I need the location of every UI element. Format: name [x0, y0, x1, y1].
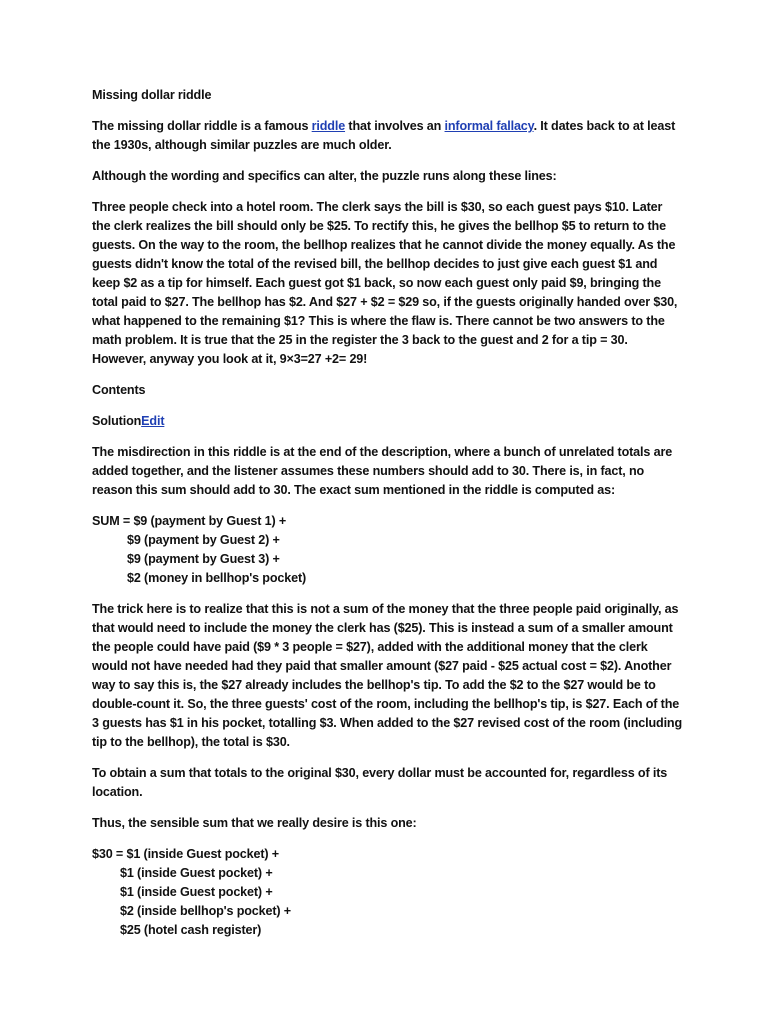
intro-text-middle: that involves an — [345, 119, 445, 133]
contents-heading: Contents — [92, 383, 146, 397]
misdirection-paragraph: The misdirection in this riddle is at the end of the description, where a bunch of unrelated totals are added together, and the listener assumes these numbers should add to 30. There is, in fact, no reason this sum should add to 30. The exact sum mentioned in the riddle is computed as: — [92, 445, 673, 497]
sum-line: $30 = $1 (inside Guest pocket) + — [92, 847, 279, 861]
obtain-paragraph: To obtain a sum that totals to the original $30, every dollar must be accounted for, regardless of its location. — [92, 766, 668, 799]
document-page — [92, 86, 684, 952]
intro-text-end: . It dates back to at least the 1930s, although similar puzzles are much older. — [92, 119, 676, 152]
sensible-paragraph: Thus, the sensible sum that we really desire is this one: — [92, 816, 417, 830]
sensible-sum-block — [92, 845, 684, 940]
story-paragraph: Three people check into a hotel room. The clerk says the bill is $30, so each guest pays $10. Later the clerk realizes the bill should only be $25. To rectify this, he gives the bellhop $5 to return to the guests. On the way to the room, the bellhop realizes that he cannot divide the money equally. As the guests didn't know the total of the revised bill, the bellhop decides to just give each guest $1 and keep $2 as a tip for himself. Each guest got $1 back, so now each guest only paid $9, bringing the total paid to $27. The bellhop has $2. And $27 + $2 = $29 so, if the guests originally handed over $30, what happened to the remaining $1? This is where the flaw is. There cannot be two answers to the math problem. It is true that the 25 in the register the 3 back to the guest and 2 for a tip = 30. However, anyway you look at it, 9×3=27 +2= 29! — [92, 200, 678, 366]
informal-fallacy-link[interactable]: informal fallacy — [444, 119, 534, 133]
intro-text-start: The missing dollar riddle is a famous — [92, 119, 312, 133]
solution-heading — [92, 412, 684, 431]
sum-line: $1 (inside Guest pocket) + — [120, 866, 273, 880]
sum-line: SUM = $9 (payment by Guest 1) + — [92, 514, 287, 528]
page-title: Missing dollar riddle — [92, 88, 212, 102]
trick-paragraph: The trick here is to realize that this is not a sum of the money that the three people paid originally, as that would need to include the money the clerk has ($25). This is instead a sum of a smaller amount the people could have paid ($9 * 3 people = $27), added with the additional money that the clerk would not have needed had they paid that smaller amount ($27 paid - $25 actual cost = $2). Another way to say this is, the $27 already includes the bellhop's tip. To add the $2 to the $27 would be to double-count it. So, the three guests' cost of the room, including the bellhop's tip, is $27. Each of the 3 guests has $1 in his pocket, totalling $3. When added to the $27 revised cost of the room (including tip to the bellhop), the total is $30. — [92, 602, 683, 749]
intro-paragraph — [92, 117, 684, 155]
sum-line: $9 (payment by Guest 2) + — [127, 533, 280, 547]
riddle-sum-block — [92, 512, 684, 588]
sum-line: $25 (hotel cash register) — [120, 923, 262, 937]
intro-wording-paragraph: Although the wording and specifics can alter, the puzzle runs along these lines: — [92, 169, 557, 183]
sum-line: $1 (inside Guest pocket) + — [120, 885, 273, 899]
solution-label: Solution — [92, 414, 142, 428]
sum-line: $9 (payment by Guest 3) + — [127, 552, 280, 566]
solution-edit-link[interactable]: Edit — [141, 414, 165, 428]
sum-line: $2 (inside bellhop's pocket) + — [120, 904, 292, 918]
riddle-link[interactable]: riddle — [311, 119, 346, 133]
sum-line: $2 (money in bellhop's pocket) — [127, 571, 307, 585]
